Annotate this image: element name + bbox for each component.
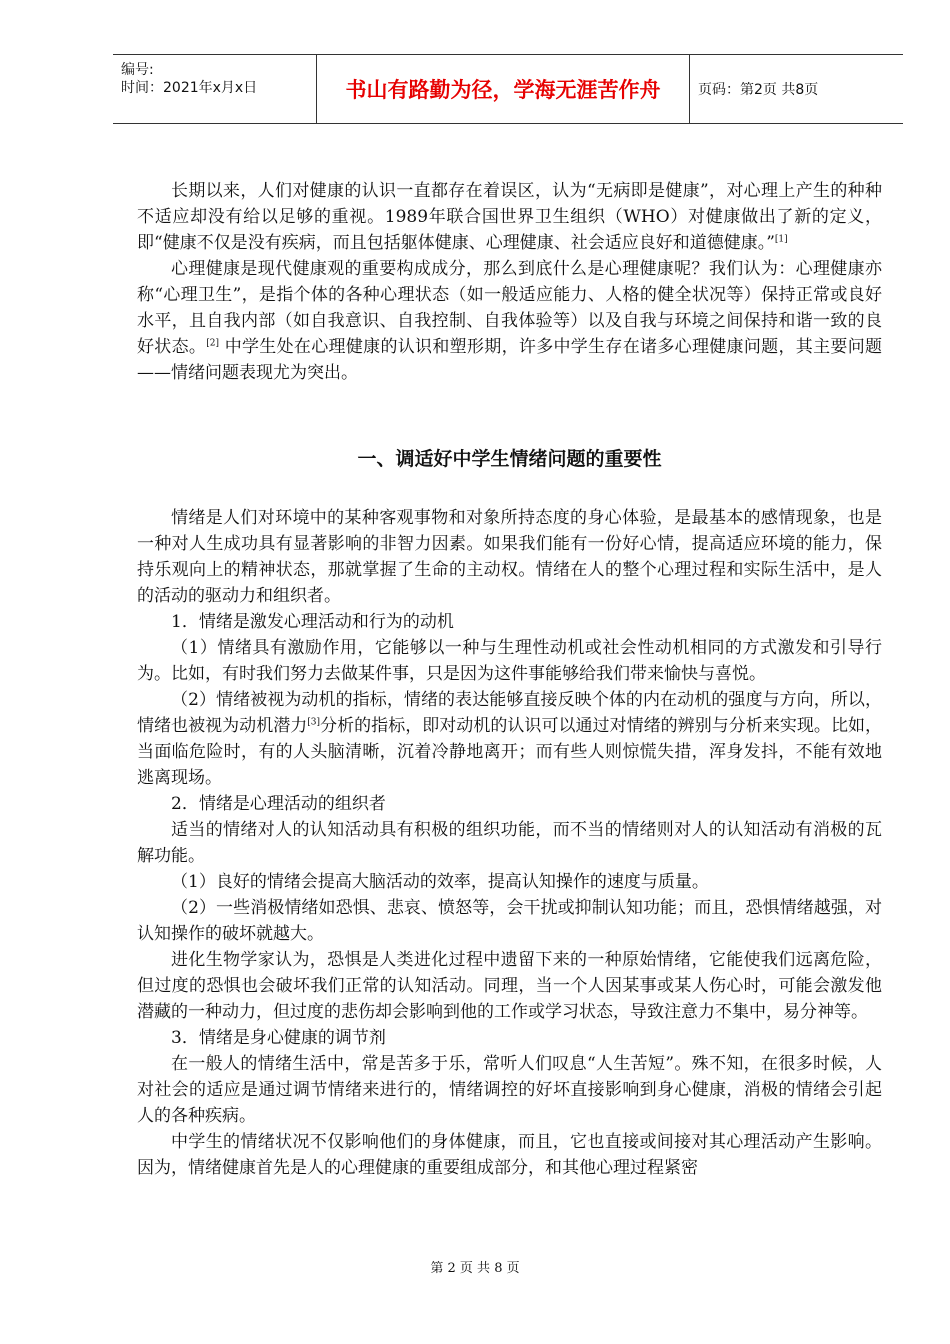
- body-paragraph: （2）一些消极情绪如恐惧、悲哀、愤怒等，会干扰或抑制认知功能；而且，恐惧情绪越强，对认知操作的破坏就越大。: [137, 898, 882, 944]
- citation-3: [3]: [307, 717, 321, 728]
- header-page-info: 页码：第2页 共8页: [698, 82, 819, 98]
- body-paragraph: （1）良好的情绪会提高大脑活动的效率，提高认知操作的速度与质量。: [171, 872, 709, 892]
- body-paragraph: 情绪是人们对环境中的某种客观事物和对象所持态度的身心体验，是最基本的感情现象，也是一种对人生成功具有显著影响的非智力因素。如果我们能有一份好心情，提高适应环境的能力，保持乐观向上的精神状态，那就掌握了生命的主动权。情绪在人的整个心理过程和实际生活中，是人的活动的驱动力和组织者。: [137, 508, 882, 606]
- body-paragraph: （1）情绪具有激励作用，它能够以一种与生理性动机或社会性动机相同的方式激发和引导行为。比如，有时我们努力去做某件事，只是因为这件事能够给我们带来愉快与喜悦。: [137, 638, 882, 684]
- citation-2: [2]: [206, 338, 219, 349]
- section-title: 一、调适好中学生情绪问题的重要性: [357, 448, 662, 470]
- citation-1: [1]: [774, 234, 788, 245]
- document-body: [137, 178, 882, 1181]
- subheading-2: 2．情绪是心理活动的组织者: [171, 794, 386, 814]
- page-footer: 第 2 页 共 8 页: [430, 1261, 520, 1276]
- body-paragraph: 中学生的情绪状况不仅影响他们的身体健康，而且，它也直接或间接对其心理活动产生影响。因为，情绪健康首先是人的心理健康的重要组成部分，和其他心理过程紧密: [137, 1132, 882, 1178]
- body-paragraph: 适当的情绪对人的认知活动具有积极的组织功能，而不当的情绪则对人的认知活动有消极的瓦解功能。: [137, 820, 882, 866]
- body-paragraph: 进化生物学家认为，恐惧是人类进化过程中遗留下来的一种原始情绪，它能使我们远离危险，但过度的恐惧也会破坏我们正常的认知活动。同理，当一个人因某事或某人伤心时，可能会激发他潜藏的一种动力，但过度的悲伤却会影响到他的工作或学习状态，导致注意力不集中，易分神等。: [137, 950, 882, 1022]
- time-label: 时间：2021年x月x日: [121, 80, 258, 96]
- subheading-3: 3．情绪是身心健康的调节剂: [171, 1028, 386, 1048]
- intro-paragraph-2: 心理健康是现代健康观的重要构成成分，那么到底什么是心理健康呢？我们认为：心理健康亦称“心理卫生”，是指个体的各种心理状态（如一般适应能力、人格的健全状况等）保持正常或良好水平，且自我内部（如自我意识、自我控制、自我体验等）以及自我与环境之间保持和谐一致的良好状态。[2] 中学生处在心理健康的认识和塑形期，许多中学生存在诸多心理健康问题，其主要问题——情绪问题表现尤为突出。: [137, 259, 883, 383]
- number-label: 编号:: [121, 62, 154, 78]
- page-header: [113, 54, 903, 124]
- body-paragraph: （2）情绪被视为动机的指标，情绪的表达能够直接反映个体的内在动机的强度与方向，所以，情绪也被视为动机潜力[3]分析的指标，即对动机的认识可以通过对情绪的辨别与分析来实现。比如，当面临危险时，有的人头脑清晰，沉着冷静地离开；而有些人则惊慌失措，浑身发抖，不能有效地逃离现场。: [137, 690, 883, 788]
- subheading-1: 1．情绪是激发心理活动和行为的动机: [171, 612, 454, 632]
- body-paragraph: 在一般人的情绪生活中，常是苦多于乐，常听人们叹息“人生苦短”。殊不知，在很多时候，人对社会的适应是通过调节情绪来进行的，情绪调控的好坏直接影响到身心健康，消极的情绪会引起人的各种疾病。: [137, 1054, 882, 1126]
- header-motto: 书山有路勤为径，学海无涯苦作舟: [316, 55, 690, 123]
- intro-paragraph-1: 长期以来，人们对健康的认识一直都存在着误区，认为“无病即是健康”，对心理上产生的种种不适应却没有给以足够的重视。1989年联合国世界卫生组织（WHO）对健康做出了新的定义，即“健康不仅是没有疾病，而且包括躯体健康、心理健康、社会适应良好和道德健康。”[1]: [137, 181, 882, 253]
- header-meta: [121, 61, 257, 97]
